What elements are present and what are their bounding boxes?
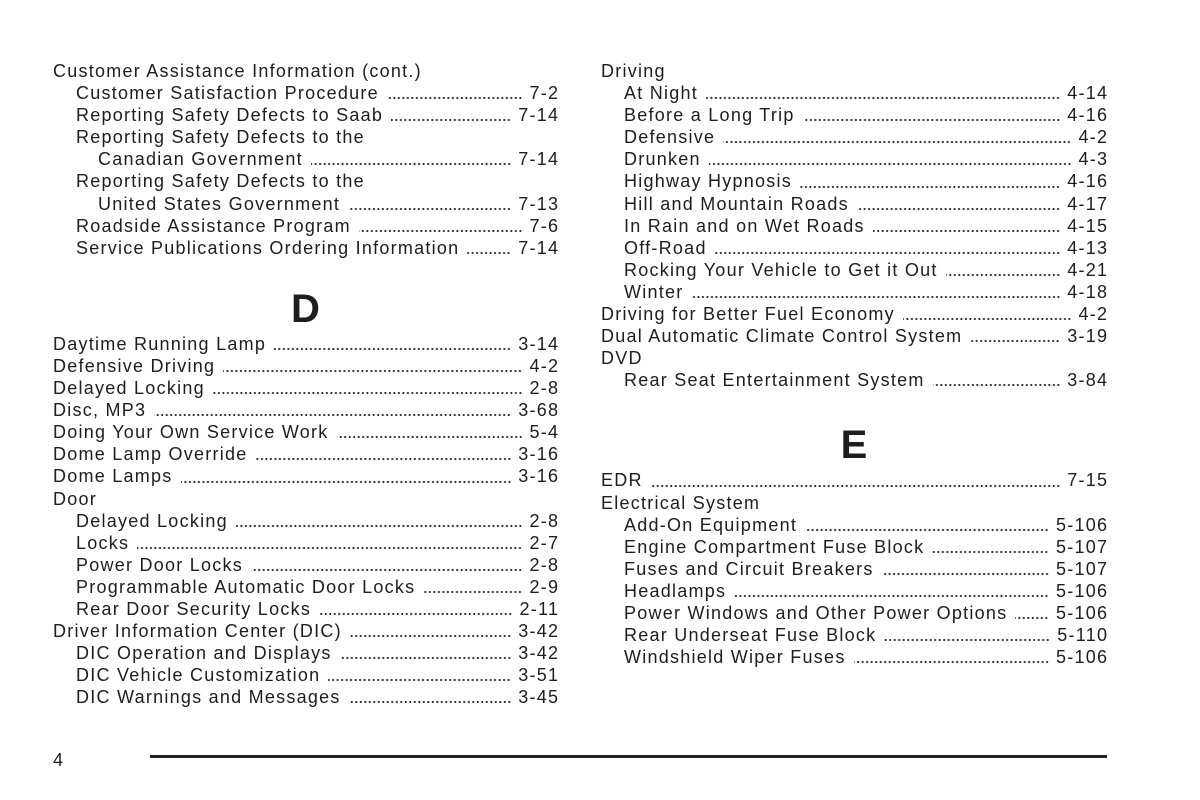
index-subentry-continued bbox=[53, 148, 558, 170]
index-subentry bbox=[53, 532, 558, 554]
dot-leader bbox=[651, 469, 1060, 491]
index-term: United States Government bbox=[98, 193, 341, 214]
dot-leader bbox=[350, 620, 511, 642]
dot-leader bbox=[946, 259, 1061, 281]
dot-leader bbox=[349, 686, 512, 708]
index-subentry bbox=[601, 646, 1107, 668]
dot-leader bbox=[715, 237, 1061, 259]
index-term: Canadian Government bbox=[98, 149, 303, 170]
page-reference: 7-14 bbox=[518, 237, 560, 258]
index-term: Delayed Locking bbox=[76, 510, 228, 531]
page-reference: 4-14 bbox=[1067, 83, 1109, 104]
index-term: Driving for Better Fuel Economy bbox=[601, 304, 895, 325]
dot-leader bbox=[328, 664, 511, 686]
page-reference: 3-16 bbox=[518, 444, 560, 465]
dot-leader bbox=[805, 514, 1049, 536]
dot-leader bbox=[734, 580, 1049, 602]
index-term: Disc, MP3 bbox=[53, 400, 147, 421]
index-term: Driving bbox=[601, 61, 666, 81]
index-subentry bbox=[601, 193, 1107, 215]
index-term: Off-Road bbox=[624, 237, 707, 258]
index-subentry bbox=[601, 148, 1107, 170]
page-reference: 3-84 bbox=[1067, 370, 1109, 391]
page-reference: 3-45 bbox=[518, 687, 560, 708]
index-subentry bbox=[53, 126, 558, 148]
index-entry bbox=[53, 488, 558, 510]
page-reference: 5-106 bbox=[1055, 602, 1109, 623]
index-subentry bbox=[601, 170, 1107, 192]
dot-leader bbox=[882, 558, 1049, 580]
index-subentry bbox=[601, 82, 1107, 104]
dot-leader bbox=[337, 421, 523, 443]
index-term: Fuses and Circuit Breakers bbox=[624, 558, 874, 579]
dot-leader bbox=[803, 104, 1061, 126]
page-reference: 2-11 bbox=[519, 598, 560, 619]
index-term: Programmable Automatic Door Locks bbox=[76, 576, 416, 597]
index-entry bbox=[601, 303, 1107, 325]
index-entry bbox=[53, 355, 558, 377]
dot-leader bbox=[274, 333, 511, 355]
page-reference: 3-51 bbox=[518, 665, 560, 686]
index-term: Highway Hypnosis bbox=[624, 171, 793, 192]
page-reference: 3-16 bbox=[518, 466, 560, 487]
dot-leader bbox=[359, 215, 523, 237]
index-term: Before a Long Trip bbox=[624, 105, 795, 126]
dot-leader bbox=[857, 193, 1060, 215]
dot-leader bbox=[723, 126, 1071, 148]
dot-leader bbox=[311, 148, 511, 170]
dot-leader bbox=[181, 465, 512, 487]
index-subentry bbox=[53, 664, 558, 686]
index-term: Winter bbox=[624, 281, 684, 302]
index-subentry-continued bbox=[53, 193, 558, 215]
page-reference: 7-15 bbox=[1067, 470, 1109, 491]
index-term: Rear Underseat Fuse Block bbox=[624, 625, 877, 646]
dot-leader bbox=[709, 148, 1072, 170]
index-subentry bbox=[601, 259, 1107, 281]
index-term: Locks bbox=[76, 532, 130, 553]
page-reference: 4-13 bbox=[1067, 237, 1109, 258]
index-subentry bbox=[53, 237, 558, 259]
dot-leader bbox=[423, 576, 522, 598]
index-subentry bbox=[53, 598, 558, 620]
section-letter-heading: D bbox=[291, 286, 320, 331]
index-subentry bbox=[601, 514, 1107, 536]
page-reference: 5-107 bbox=[1055, 558, 1109, 579]
dot-leader bbox=[932, 536, 1049, 558]
page-reference: 4-2 bbox=[529, 355, 560, 376]
page-reference: 5-4 bbox=[529, 422, 560, 443]
index-term: Add-On Equipment bbox=[624, 514, 798, 535]
index-column-left bbox=[53, 60, 558, 708]
index-term: Rear Door Security Locks bbox=[76, 598, 312, 619]
page-reference: 7-13 bbox=[518, 193, 560, 214]
index-term: In Rain and on Wet Roads bbox=[624, 215, 865, 236]
index-term: Driver Information Center (DIC) bbox=[53, 621, 342, 642]
dot-leader bbox=[903, 303, 1072, 325]
index-term: EDR bbox=[601, 470, 643, 491]
index-subentry bbox=[601, 580, 1107, 602]
page-reference: 5-106 bbox=[1055, 514, 1109, 535]
index-term: Power Windows and Other Power Options bbox=[624, 602, 1008, 623]
index-subentry bbox=[601, 215, 1107, 237]
page-reference: 3-14 bbox=[518, 333, 560, 354]
dot-leader bbox=[256, 443, 512, 465]
index-entry bbox=[601, 492, 1107, 514]
index-subentry bbox=[53, 642, 558, 664]
index-term: Drunken bbox=[624, 149, 701, 170]
dot-leader bbox=[391, 104, 511, 126]
page-reference: 5-107 bbox=[1055, 536, 1109, 557]
page-number: 4 bbox=[53, 750, 65, 770]
index-subentry bbox=[53, 215, 558, 237]
page-reference: 3-68 bbox=[518, 400, 560, 421]
index-subentry bbox=[601, 558, 1107, 580]
dot-leader bbox=[933, 369, 1061, 391]
index-subentry bbox=[601, 536, 1107, 558]
dot-leader bbox=[213, 377, 523, 399]
page-reference: 4-2 bbox=[1078, 304, 1109, 325]
index-entry bbox=[53, 60, 558, 82]
page-reference: 4-16 bbox=[1067, 105, 1109, 126]
index-term: Service Publications Ordering Information bbox=[76, 237, 460, 258]
index-term: Hill and Mountain Roads bbox=[624, 193, 849, 214]
index-entry bbox=[53, 620, 558, 642]
index-term: Engine Compartment Fuse Block bbox=[624, 536, 925, 557]
index-entry bbox=[601, 469, 1107, 491]
index-term: Customer Satisfaction Procedure bbox=[76, 83, 379, 104]
page-reference: 5-106 bbox=[1055, 647, 1109, 668]
index-term: Power Door Locks bbox=[76, 554, 244, 575]
index-term: Headlamps bbox=[624, 580, 727, 601]
page-reference: 4-16 bbox=[1067, 171, 1109, 192]
index-term: Defensive bbox=[624, 127, 716, 148]
page-reference: 4-3 bbox=[1078, 149, 1109, 170]
footer-rule bbox=[150, 755, 1107, 758]
page-reference: 2-8 bbox=[529, 510, 560, 531]
page-reference: 3-19 bbox=[1067, 326, 1109, 347]
index-subentry bbox=[601, 369, 1107, 391]
index-term: At Night bbox=[624, 83, 699, 104]
page-reference: 7-2 bbox=[529, 83, 560, 104]
index-term: Dome Lamp Override bbox=[53, 444, 248, 465]
dot-leader bbox=[1015, 602, 1049, 624]
index-term: Doing Your Own Service Work bbox=[53, 422, 329, 443]
index-subentry bbox=[601, 104, 1107, 126]
index-entry bbox=[601, 347, 1107, 369]
dot-leader bbox=[884, 624, 1050, 646]
page-reference: 4-18 bbox=[1067, 281, 1109, 302]
index-term: Rocking Your Vehicle to Get it Out bbox=[624, 259, 938, 280]
index-term: Defensive Driving bbox=[53, 355, 216, 376]
page-reference: 7-6 bbox=[529, 215, 560, 236]
index-subentry bbox=[53, 104, 558, 126]
dot-leader bbox=[348, 193, 511, 215]
index-subentry bbox=[53, 170, 558, 192]
index-term: DVD bbox=[601, 348, 643, 369]
index-subentry bbox=[53, 576, 558, 598]
dot-leader bbox=[137, 532, 522, 554]
page-reference: 4-21 bbox=[1067, 259, 1109, 280]
page-reference: 2-7 bbox=[529, 532, 560, 553]
dot-leader bbox=[692, 281, 1061, 303]
dot-leader bbox=[251, 554, 522, 576]
index-entry bbox=[601, 60, 1107, 82]
index-term: DIC Warnings and Messages bbox=[76, 687, 341, 708]
index-term: Electrical System bbox=[601, 492, 761, 513]
page-reference: 2-9 bbox=[529, 576, 560, 597]
index-term: Roadside Assistance Program bbox=[76, 215, 351, 236]
index-term: Reporting Safety Defects to the bbox=[76, 171, 365, 192]
index-term: Windshield Wiper Fuses bbox=[624, 647, 846, 668]
dot-leader bbox=[236, 510, 523, 532]
page-reference: 7-14 bbox=[518, 105, 560, 126]
index-subentry bbox=[53, 510, 558, 532]
page-reference: 4-2 bbox=[1078, 127, 1109, 148]
index-term: Customer Assistance Information (cont.) bbox=[53, 61, 422, 81]
page-reference: 5-106 bbox=[1055, 580, 1109, 601]
index-term: Delayed Locking bbox=[53, 378, 205, 399]
dot-leader bbox=[340, 642, 512, 664]
index-term: Dome Lamps bbox=[53, 466, 173, 487]
dot-leader bbox=[706, 82, 1060, 104]
section-letter-heading: E bbox=[840, 423, 868, 468]
index-entry bbox=[53, 443, 558, 465]
index-entry bbox=[53, 333, 558, 355]
index-entry bbox=[53, 399, 558, 421]
index-column-right bbox=[601, 60, 1107, 668]
index-term: Daytime Running Lamp bbox=[53, 333, 267, 354]
dot-leader bbox=[873, 215, 1060, 237]
dot-leader bbox=[387, 82, 523, 104]
index-subentry bbox=[53, 82, 558, 104]
index-term: Door bbox=[53, 488, 98, 509]
index-entry bbox=[601, 325, 1107, 347]
index-term: DIC Vehicle Customization bbox=[76, 665, 321, 686]
page-reference: 2-8 bbox=[529, 378, 560, 399]
dot-leader bbox=[467, 237, 511, 259]
index-subentry bbox=[601, 237, 1107, 259]
index-subentry bbox=[53, 554, 558, 576]
page-reference: 4-17 bbox=[1067, 193, 1109, 214]
index-entry bbox=[53, 421, 558, 443]
dot-leader bbox=[154, 399, 511, 421]
index-term: Reporting Safety Defects to the bbox=[76, 127, 365, 148]
index-term: DIC Operation and Displays bbox=[76, 643, 332, 664]
index-term: Reporting Safety Defects to Saab bbox=[76, 105, 384, 126]
dot-leader bbox=[223, 355, 522, 377]
page-reference: 3-42 bbox=[518, 643, 560, 664]
page-reference: 3-42 bbox=[518, 621, 560, 642]
index-entry bbox=[53, 465, 558, 487]
index-subentry bbox=[53, 686, 558, 708]
index-term: Dual Automatic Climate Control System bbox=[601, 326, 963, 347]
page-reference: 2-8 bbox=[529, 554, 560, 575]
dot-leader bbox=[854, 646, 1049, 668]
index-entry bbox=[53, 377, 558, 399]
index-term: Rear Seat Entertainment System bbox=[624, 370, 925, 391]
index-subentry bbox=[601, 281, 1107, 303]
dot-leader bbox=[319, 598, 512, 620]
index-subentry bbox=[601, 624, 1107, 646]
index-subentry bbox=[601, 126, 1107, 148]
page-reference: 4-15 bbox=[1067, 215, 1109, 236]
page-reference: 7-14 bbox=[518, 149, 560, 170]
page-reference: 5-110 bbox=[1057, 625, 1109, 646]
index-subentry bbox=[601, 602, 1107, 624]
dot-leader bbox=[800, 170, 1060, 192]
dot-leader bbox=[970, 325, 1060, 347]
